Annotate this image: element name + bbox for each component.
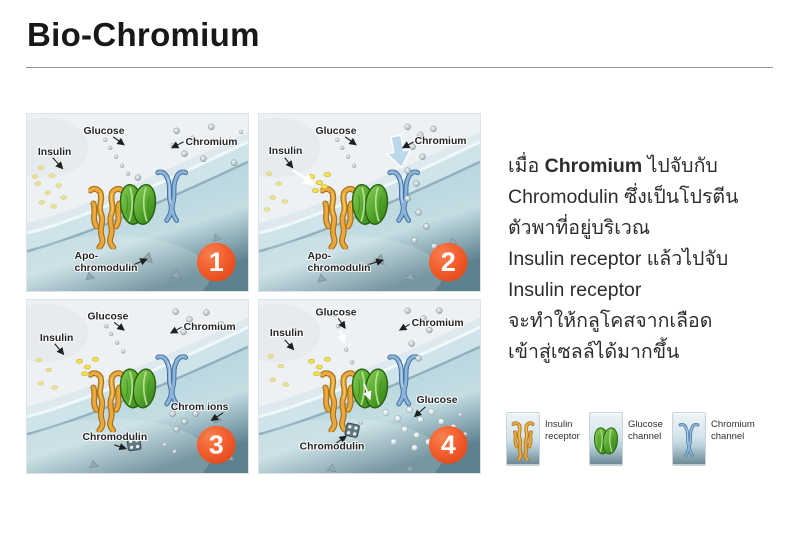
label-apo-line2: chromodulin — [74, 263, 138, 275]
legend-item-glucose-channel — [589, 412, 672, 466]
panel-step-3 — [26, 299, 249, 474]
description-line-4: Insulin receptor แล้วไปจับ — [508, 248, 729, 270]
description-line-2: Chromodulin ซึ่งเป็นโปรตีน — [508, 186, 739, 208]
legend-label-line2: receptor — [545, 431, 580, 442]
description-line-7: เข้าสู่เซลล์ได้มากขึ้น — [508, 341, 680, 363]
panel-step-2 — [258, 113, 481, 292]
chromodulin-dice — [345, 423, 360, 438]
label-chromium: Chromium — [414, 135, 467, 147]
label-glucose: Glucose — [315, 125, 357, 137]
legend-label-line1: Chromium — [711, 419, 755, 430]
label-insulin: Insulin — [268, 145, 303, 157]
glucose-channel-icon — [589, 412, 623, 466]
legend-item-chromium-channel — [672, 412, 755, 466]
panel-step-4 — [258, 299, 481, 474]
label-insulin: Insulin — [37, 146, 72, 158]
description-line1-pre: เมื่อ — [508, 155, 545, 177]
label-chromium: Chromium — [183, 322, 236, 334]
legend-label-line1: Insulin — [545, 419, 573, 430]
svg-text:4: 4 — [440, 429, 456, 460]
description-line1-bold: Chromium — [544, 155, 643, 177]
legend-label-line2: channel — [628, 431, 662, 442]
label-insulin: Insulin — [39, 332, 74, 344]
svg-text:2: 2 — [440, 247, 456, 278]
chromium-channel-icon — [672, 412, 706, 466]
label-insulin: Insulin — [269, 328, 304, 339]
description-line-6: จะทำให้กลูโคสจากเลือด — [508, 310, 713, 332]
label-glucose: Glucose — [87, 311, 129, 323]
label-chromium: Chromium — [411, 318, 464, 330]
legend — [506, 412, 755, 466]
label-glucose: Glucose — [83, 125, 125, 137]
panel-1-illustration — [27, 114, 248, 291]
step-badge-4 — [429, 426, 468, 464]
label-glucose-inside: Glucose — [416, 395, 458, 406]
legend-item-insulin-receptor — [506, 412, 589, 466]
svg-text:3: 3 — [208, 429, 224, 460]
step-badge-2 — [429, 243, 468, 282]
legend-label-line2: channel — [711, 431, 745, 442]
title-divider — [26, 67, 773, 68]
label-chromodulin: Chromodulin — [299, 441, 365, 453]
insulin-receptor-icon — [506, 412, 540, 466]
step-badge-3 — [197, 426, 236, 464]
description-text — [508, 151, 800, 368]
label-chromodulin: Chromodulin — [82, 432, 148, 443]
label-apo-line1: Apo- — [74, 251, 99, 263]
label-chrom-ions: Chrom ions — [170, 401, 229, 413]
svg-text:1: 1 — [208, 247, 224, 278]
step-badge-1 — [197, 243, 236, 282]
label-glucose: Glucose — [315, 307, 357, 319]
description-line-3: ตัวพาที่อยู่บริเวณ — [508, 217, 650, 239]
label-apo-line2: chromodulin — [307, 263, 371, 275]
panel-3-illustration — [27, 300, 248, 473]
legend-label — [628, 412, 663, 466]
page-title: Bio-Chromium — [27, 16, 260, 53]
panel-4-illustration — [259, 300, 480, 473]
description-line-1 — [508, 151, 800, 182]
legend-label — [545, 412, 580, 466]
legend-label — [711, 412, 755, 466]
description-line1-post: ไปจับกับ — [642, 155, 718, 177]
panel-step-1 — [26, 113, 249, 292]
legend-label-line1: Glucose — [628, 419, 663, 430]
label-apo-line1: Apo- — [307, 251, 332, 263]
label-chromium: Chromium — [185, 136, 238, 148]
panel-2-illustration — [259, 114, 480, 291]
description-line-5: Insulin receptor — [508, 279, 642, 301]
